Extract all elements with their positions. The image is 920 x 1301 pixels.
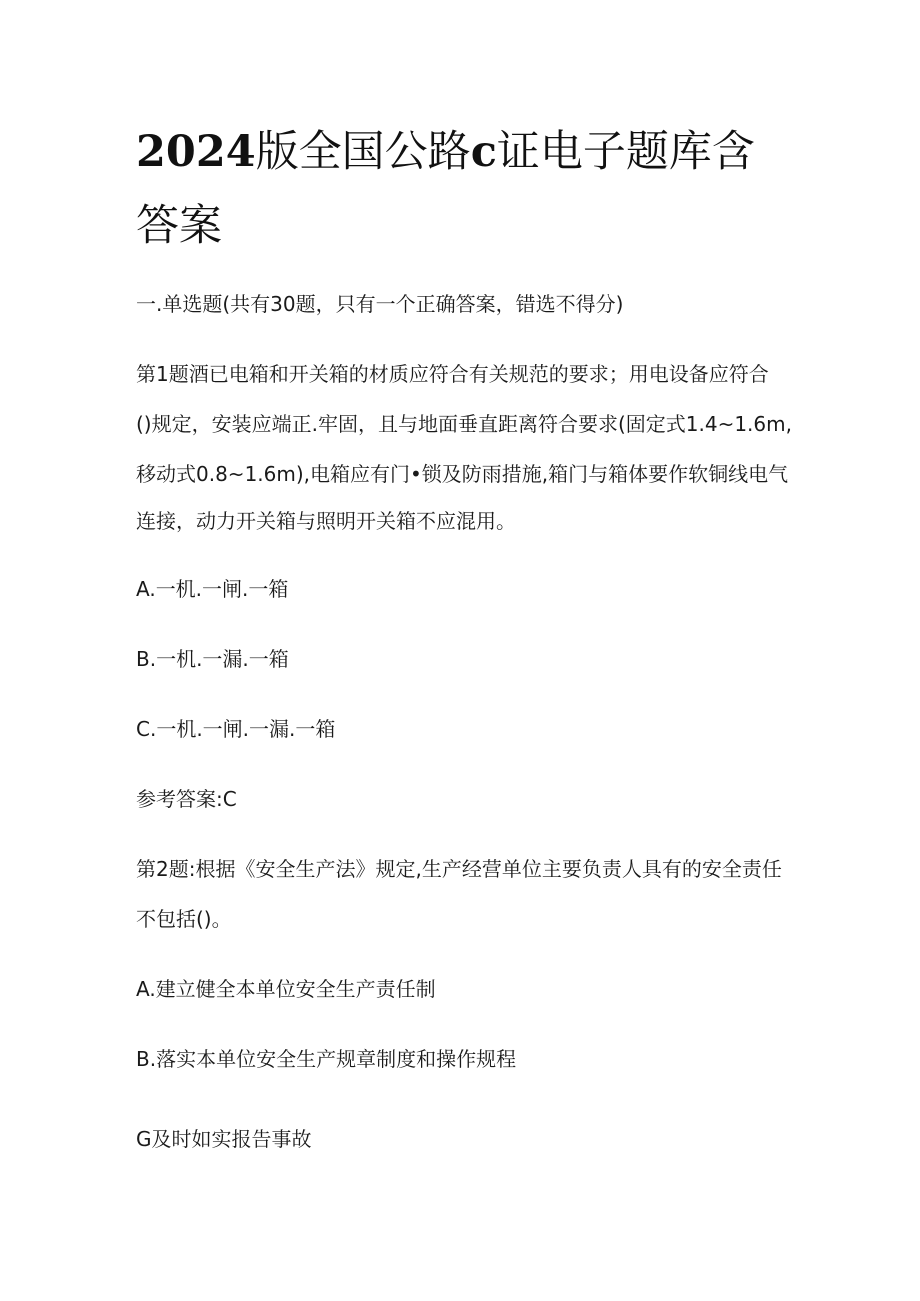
document-title-line-1: [136, 115, 776, 189]
question-2-stem-line-1: 第2题:根据《安全生产法》规定,生产经营单位主要负责人具有的安全责任: [136, 857, 782, 881]
question-1-option-c: C.一机.一闸.一漏.一箱: [136, 717, 336, 741]
title-text-a: 版全国公路: [255, 127, 471, 177]
question-1-option-a: A.一机.一闸.一箱: [136, 577, 289, 601]
question-2-option-c: G及时如实报告事故: [136, 1127, 312, 1151]
title-text-b: 证电子题库含: [496, 127, 755, 177]
section-heading: 一.单选题(共有30题，只有一个正确答案，错选不得分): [136, 292, 624, 316]
document-title-line-2: 答案: [136, 201, 222, 251]
question-1-answer: 参考答案:C: [136, 787, 237, 811]
title-year: 2024: [136, 127, 256, 177]
question-2-option-a: A.建立健全本单位安全生产责任制: [136, 977, 436, 1001]
question-2-stem-line-2: 不包括()。: [136, 907, 232, 931]
question-1-option-b: B.一机.一漏.一箱: [136, 647, 289, 671]
question-1-stem-line-4: 连接，动力开关箱与照明开关箱不应混用。: [136, 509, 516, 533]
question-2-option-b: B.落实本单位安全生产规章制度和操作规程: [136, 1047, 517, 1071]
title-letter-c: c: [470, 127, 497, 177]
question-1-stem-line-1: 第1题酒已电箱和开关箱的材质应符合有关规范的要求；用电设备应符合: [136, 362, 769, 386]
question-1-stem-line-3: 移动式0.8~1.6m),电箱应有门•锁及防雨措施,箱门与箱体要作软铜线电气: [136, 462, 789, 486]
question-1-stem-line-2: ()规定，安装应端正.牢固，且与地面垂直距离符合要求(固定式1.4~1.6m,: [136, 412, 792, 436]
